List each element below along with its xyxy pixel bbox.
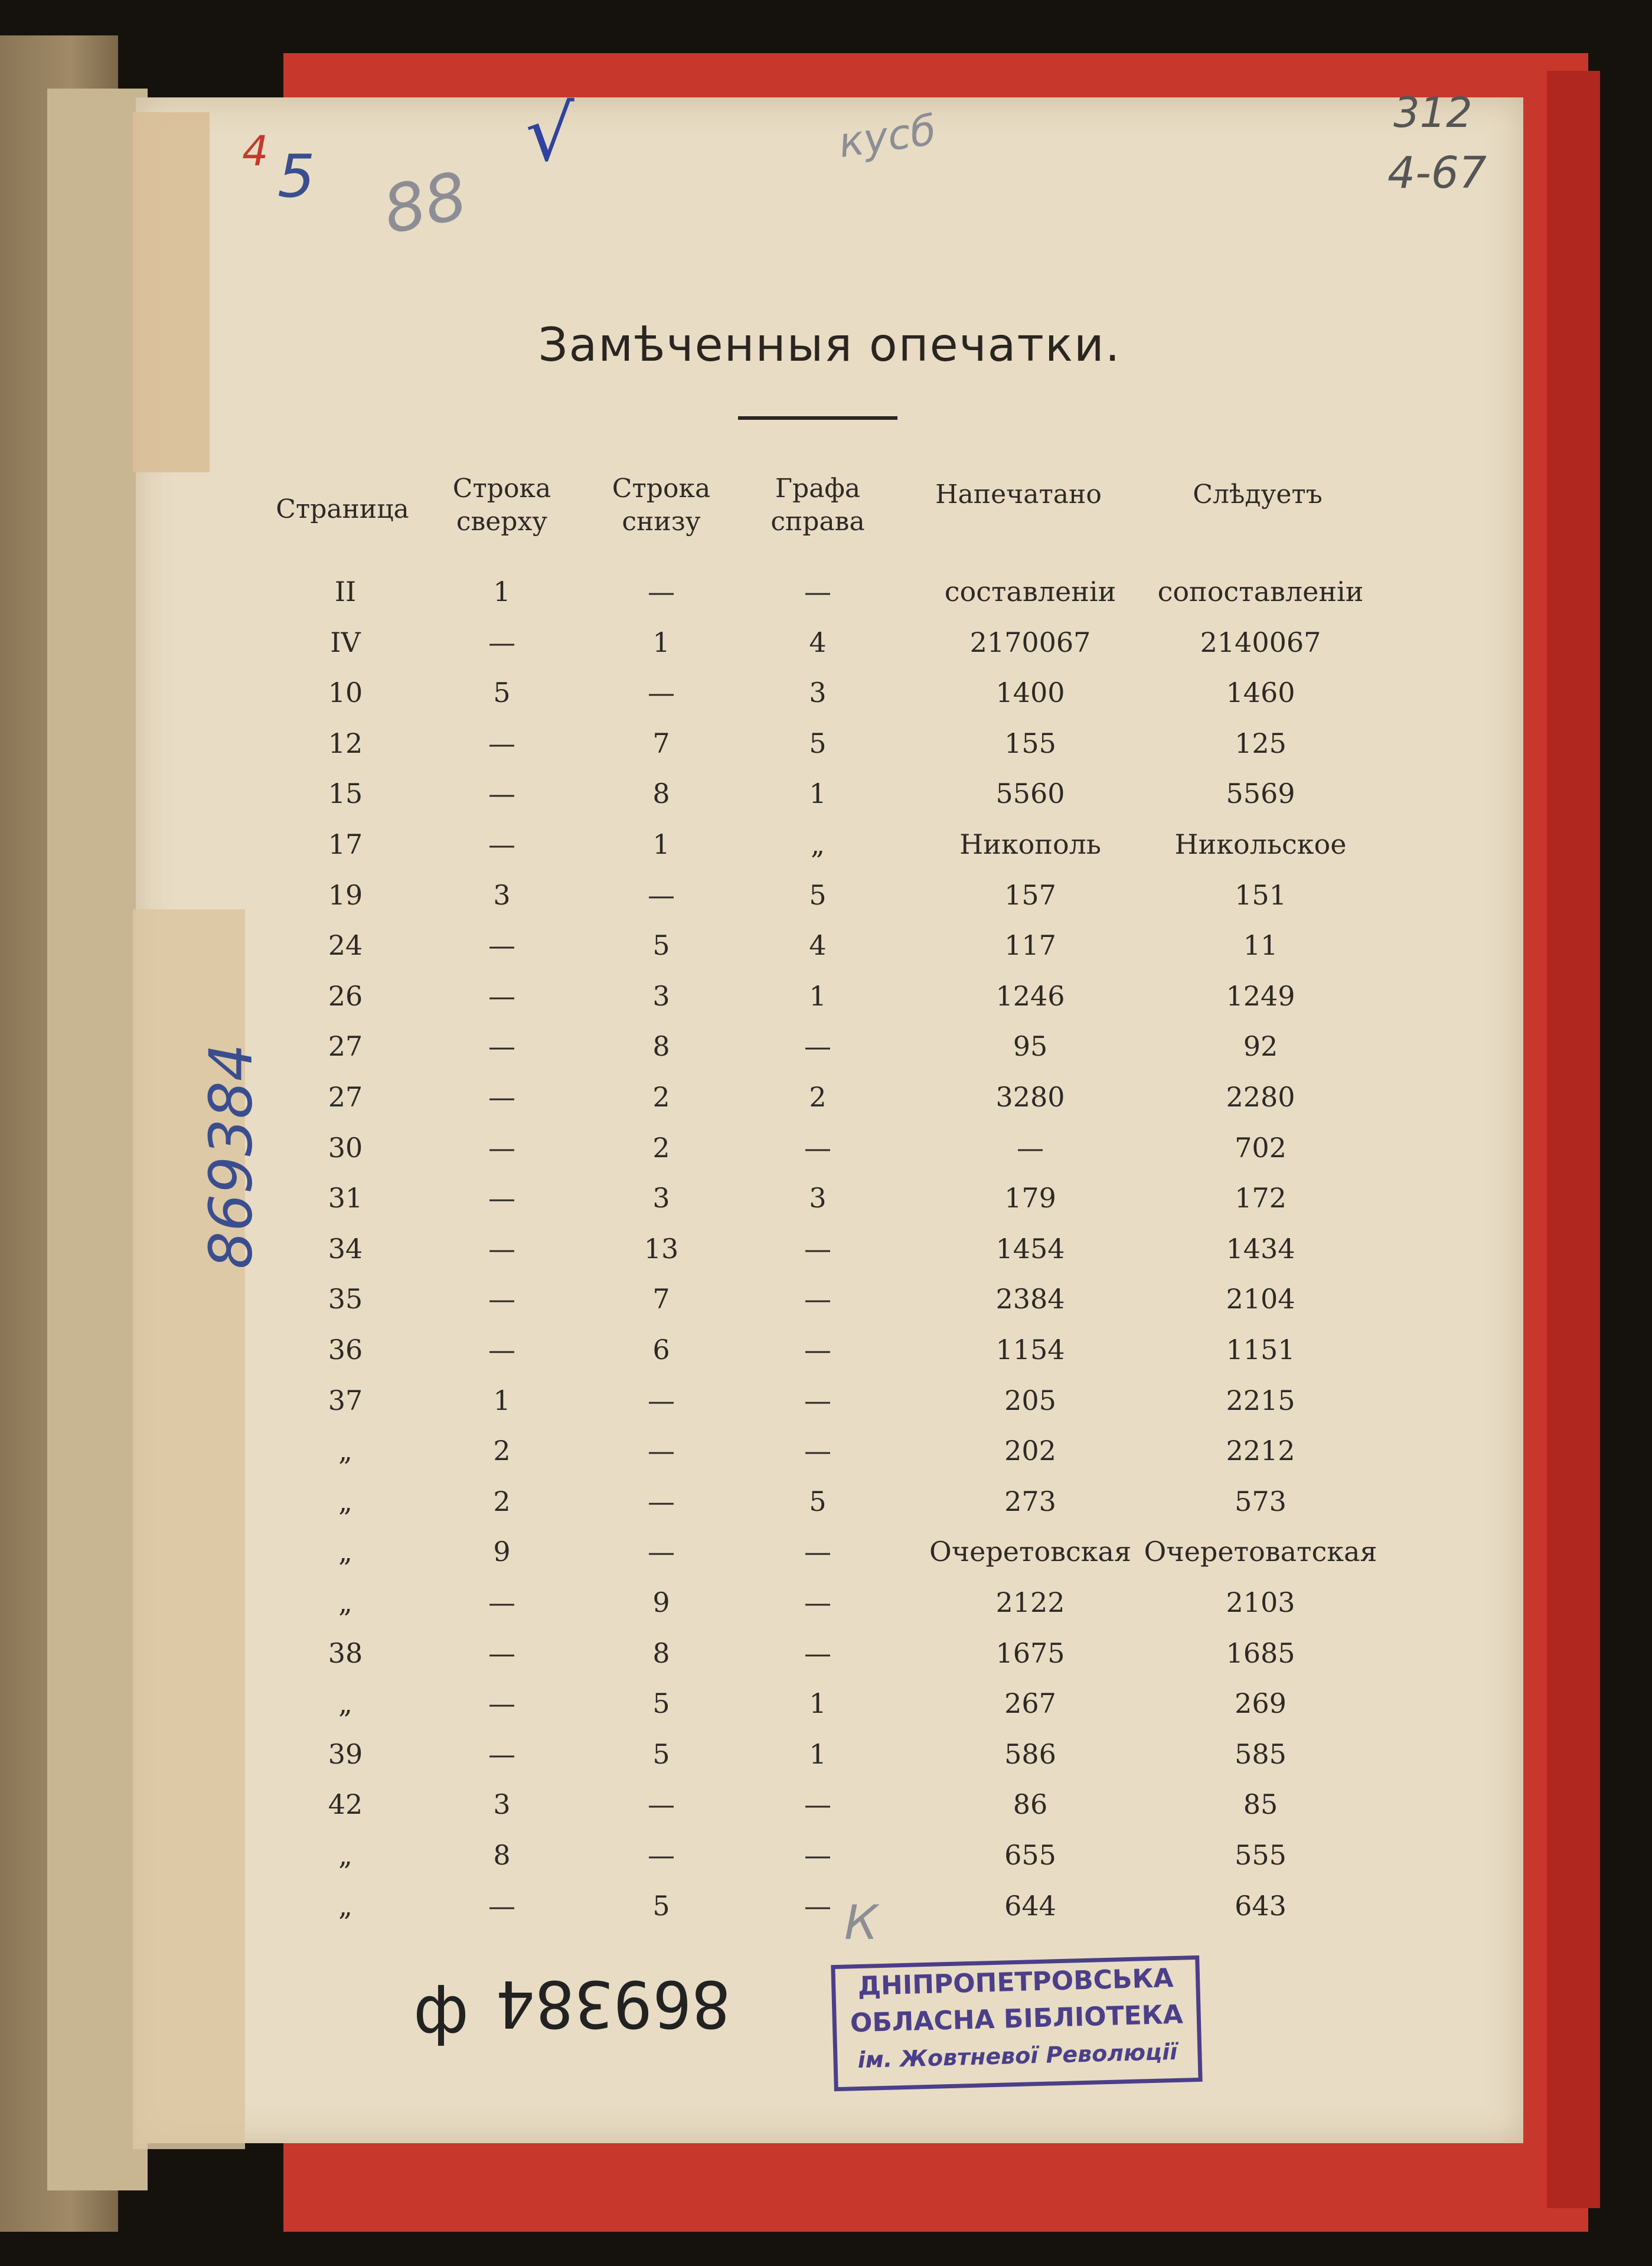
column-header-page: Страница bbox=[276, 494, 409, 524]
cell-page: 37 bbox=[328, 1384, 363, 1416]
cell-column-right: — bbox=[804, 1030, 831, 1063]
title-divider bbox=[738, 416, 897, 420]
inventory-number: 869384 bbox=[496, 1966, 731, 2042]
cell-should-be: 11 bbox=[1243, 929, 1278, 962]
cell-printed: составленіи bbox=[944, 576, 1116, 608]
cell-column-right: 1 bbox=[809, 1738, 827, 1770]
cell-printed: 1454 bbox=[995, 1232, 1065, 1265]
cell-page: 27 bbox=[328, 1030, 363, 1063]
handwritten-margin-number: 869384 bbox=[196, 1043, 266, 1269]
cell-column-right: 1 bbox=[809, 778, 827, 810]
cell-column-right: — bbox=[804, 1384, 831, 1416]
cell-line-bottom: 7 bbox=[652, 727, 670, 759]
cell-line-bottom: — bbox=[648, 1435, 675, 1467]
cell-line-top: — bbox=[488, 1081, 515, 1113]
cell-column-right: 5 bbox=[809, 727, 827, 759]
cell-should-be: сопоставленіи bbox=[1157, 576, 1364, 608]
paper-tape-top bbox=[133, 112, 210, 472]
cell-line-top: 5 bbox=[493, 677, 511, 709]
cell-line-bottom: 8 bbox=[652, 1030, 670, 1063]
handwritten-top-right-2: 4-67 bbox=[1387, 148, 1487, 198]
cell-line-top: — bbox=[488, 1232, 515, 1265]
cell-line-top: 1 bbox=[493, 576, 511, 608]
cell-line-bottom: 2 bbox=[652, 1081, 670, 1113]
cell-should-be: 2104 bbox=[1226, 1283, 1295, 1315]
cell-printed: 1154 bbox=[995, 1334, 1065, 1366]
cell-should-be: 125 bbox=[1235, 727, 1287, 759]
cell-line-top: — bbox=[488, 1637, 515, 1669]
cell-should-be: 1249 bbox=[1226, 979, 1295, 1012]
cell-line-top: — bbox=[488, 778, 515, 810]
cell-printed: 655 bbox=[1004, 1839, 1056, 1871]
cell-printed: 586 bbox=[1004, 1738, 1056, 1770]
cell-column-right: 1 bbox=[809, 979, 827, 1012]
cell-should-be: 1685 bbox=[1226, 1637, 1295, 1669]
cell-column-right: 5 bbox=[809, 1485, 827, 1517]
cell-line-bottom: — bbox=[648, 1788, 675, 1821]
cell-column-right: 1 bbox=[809, 1687, 827, 1720]
cell-should-be: 573 bbox=[1235, 1485, 1287, 1517]
cell-line-top: — bbox=[488, 979, 515, 1012]
cell-printed: 2384 bbox=[995, 1283, 1065, 1315]
cell-column-right: 4 bbox=[809, 929, 827, 962]
cell-line-top: 3 bbox=[493, 1788, 511, 1821]
page-title: Замѣченныя опечатки. bbox=[538, 319, 1121, 372]
handwritten-pencil-number: 88 bbox=[377, 157, 474, 249]
cell-column-right: 4 bbox=[809, 626, 827, 658]
cell-page: „ bbox=[338, 1435, 352, 1467]
cell-printed: — bbox=[1017, 1131, 1044, 1164]
cell-page: 42 bbox=[328, 1788, 363, 1821]
handwritten-blue-number: 5 bbox=[277, 142, 315, 211]
cell-page: II bbox=[334, 576, 357, 608]
cell-line-bottom: 13 bbox=[644, 1232, 679, 1265]
inventory-symbol: ф bbox=[413, 1972, 469, 2048]
cell-page: 30 bbox=[328, 1131, 363, 1164]
cell-line-bottom: 5 bbox=[652, 1738, 670, 1770]
cell-page: „ bbox=[338, 1586, 352, 1618]
cell-printed: 117 bbox=[1004, 929, 1056, 962]
cell-page: 24 bbox=[328, 929, 363, 962]
cell-printed: 644 bbox=[1004, 1889, 1056, 1922]
cell-line-top: — bbox=[488, 929, 515, 962]
cell-should-be: Никольское bbox=[1174, 828, 1347, 860]
cell-column-right: 3 bbox=[809, 677, 827, 709]
cell-printed: 157 bbox=[1004, 879, 1056, 911]
cell-column-right: — bbox=[804, 1232, 831, 1265]
cell-should-be: 92 bbox=[1243, 1030, 1278, 1063]
cell-line-bottom: 8 bbox=[652, 1637, 670, 1669]
handwritten-top-right-1: 312 bbox=[1393, 89, 1473, 137]
cell-line-top: — bbox=[488, 1334, 515, 1366]
cell-line-top: 3 bbox=[493, 879, 511, 911]
column-header-should-be: Слѣдуетъ bbox=[1193, 479, 1323, 510]
cell-line-top: 9 bbox=[493, 1536, 511, 1568]
cell-line-bottom: — bbox=[648, 1485, 675, 1517]
errata-page bbox=[136, 97, 1523, 2143]
cell-page: IV bbox=[330, 626, 361, 658]
cell-printed: 2122 bbox=[995, 1586, 1065, 1618]
cell-line-top: — bbox=[488, 1738, 515, 1770]
cell-should-be: Очеретоватская bbox=[1144, 1536, 1377, 1568]
cell-column-right: — bbox=[804, 1283, 831, 1315]
cell-page: 27 bbox=[328, 1081, 363, 1113]
cell-line-bottom: 1 bbox=[652, 626, 670, 658]
cell-page: „ bbox=[338, 1536, 352, 1568]
cell-printed: 3280 bbox=[995, 1081, 1065, 1113]
handwritten-red-number: 4 bbox=[242, 127, 269, 175]
cell-page: 36 bbox=[328, 1334, 363, 1366]
cell-printed: 273 bbox=[1004, 1485, 1056, 1517]
cell-column-right: 5 bbox=[809, 879, 827, 911]
cell-line-bottom: 1 bbox=[652, 828, 670, 860]
cell-page: „ bbox=[338, 1485, 352, 1517]
book-red-edge bbox=[1547, 71, 1600, 2208]
cell-page: 15 bbox=[328, 778, 363, 810]
stamp-line-2: ОБЛАСНА БІБЛІОТЕКА bbox=[850, 1999, 1184, 2039]
cell-line-bottom: — bbox=[648, 677, 675, 709]
cell-line-top: — bbox=[488, 1030, 515, 1063]
cell-line-top: — bbox=[488, 1131, 515, 1164]
cell-line-bottom: — bbox=[648, 1384, 675, 1416]
cell-should-be: 151 bbox=[1235, 879, 1287, 911]
cell-line-top: 1 bbox=[493, 1384, 511, 1416]
cell-printed: 202 bbox=[1004, 1435, 1056, 1467]
cell-column-right: — bbox=[804, 576, 831, 608]
cell-should-be: 555 bbox=[1235, 1839, 1287, 1871]
cell-page: 26 bbox=[328, 979, 363, 1012]
cell-line-bottom: 2 bbox=[652, 1131, 670, 1164]
cell-printed: 205 bbox=[1004, 1384, 1056, 1416]
cell-line-top: — bbox=[488, 1182, 515, 1214]
cell-should-be: 269 bbox=[1235, 1687, 1287, 1720]
cell-printed: 2170067 bbox=[969, 626, 1091, 658]
column-header-printed: Напечатано bbox=[935, 479, 1102, 510]
stamp-line-3: ім. Жовтневої Революції bbox=[857, 2038, 1178, 2074]
cell-line-top: 2 bbox=[493, 1485, 511, 1517]
column-header-line-bottom: Строка снизу bbox=[612, 474, 711, 537]
cell-line-top: — bbox=[488, 727, 515, 759]
cell-line-bottom: 3 bbox=[652, 979, 670, 1012]
cell-printed: 86 bbox=[1013, 1788, 1048, 1821]
cell-line-bottom: 7 bbox=[652, 1283, 670, 1315]
cell-line-bottom: — bbox=[648, 1536, 675, 1568]
cell-page: 38 bbox=[328, 1637, 363, 1669]
cell-should-be: 1434 bbox=[1226, 1232, 1295, 1265]
cell-printed: 1675 bbox=[995, 1637, 1065, 1669]
cell-line-bottom: 8 bbox=[652, 778, 670, 810]
cell-line-top: 2 bbox=[493, 1435, 511, 1467]
stamp-line-1: ДНІПРОПЕТРОВСЬКА bbox=[857, 1963, 1174, 2002]
cell-line-top: — bbox=[488, 1687, 515, 1720]
cell-column-right: — bbox=[804, 1788, 831, 1821]
handwritten-pencil-note: кусб bbox=[835, 105, 939, 168]
cell-printed: Никополь bbox=[959, 828, 1101, 860]
cell-column-right: — bbox=[804, 1586, 831, 1618]
cell-column-right: — bbox=[804, 1131, 831, 1164]
cell-should-be: 2103 bbox=[1226, 1586, 1295, 1618]
cell-should-be: 2215 bbox=[1226, 1384, 1295, 1416]
cell-page: 34 bbox=[328, 1232, 363, 1265]
cell-page: 12 bbox=[328, 727, 363, 759]
cell-column-right: „ bbox=[811, 828, 825, 860]
cell-printed: 95 bbox=[1013, 1030, 1048, 1063]
cell-should-be: 2140067 bbox=[1200, 626, 1321, 658]
cell-should-be: 172 bbox=[1235, 1182, 1287, 1214]
cell-printed: 1246 bbox=[995, 979, 1065, 1012]
handwritten-pencil-letter: К bbox=[844, 1895, 878, 1950]
cell-should-be: 585 bbox=[1235, 1738, 1287, 1770]
cell-column-right: 3 bbox=[809, 1182, 827, 1214]
cell-column-right: 2 bbox=[809, 1081, 827, 1113]
cell-should-be: 5569 bbox=[1226, 778, 1295, 810]
library-stamp bbox=[831, 1955, 1202, 2091]
cell-column-right: — bbox=[804, 1536, 831, 1568]
cell-page: „ bbox=[338, 1687, 352, 1720]
cell-should-be: 2280 bbox=[1226, 1081, 1295, 1113]
cell-printed: Очеретовская bbox=[929, 1536, 1131, 1568]
cell-should-be: 85 bbox=[1243, 1788, 1278, 1821]
cell-line-top: — bbox=[488, 1283, 515, 1315]
cell-page: 10 bbox=[328, 677, 363, 709]
cell-line-bottom: 3 bbox=[652, 1182, 670, 1214]
cell-printed: 5560 bbox=[995, 778, 1065, 810]
cell-line-bottom: 9 bbox=[652, 1586, 670, 1618]
cell-page: 31 bbox=[328, 1182, 363, 1214]
cell-page: „ bbox=[338, 1889, 352, 1922]
cell-line-bottom: 5 bbox=[652, 929, 670, 962]
cell-page: „ bbox=[338, 1839, 352, 1871]
cell-line-bottom: — bbox=[648, 879, 675, 911]
cell-line-bottom: 6 bbox=[652, 1334, 670, 1366]
cell-should-be: 702 bbox=[1235, 1131, 1287, 1164]
cell-column-right: — bbox=[804, 1637, 831, 1669]
cell-page: 35 bbox=[328, 1283, 363, 1315]
column-header-line-top: Строка сверху bbox=[452, 474, 551, 537]
cell-should-be: 643 bbox=[1235, 1889, 1287, 1922]
cell-column-right: — bbox=[804, 1334, 831, 1366]
cell-page: 39 bbox=[328, 1738, 363, 1770]
cell-printed: 1400 bbox=[995, 677, 1065, 709]
cell-should-be: 2212 bbox=[1226, 1435, 1295, 1467]
cell-line-bottom: 5 bbox=[652, 1889, 670, 1922]
cell-line-top: 8 bbox=[493, 1839, 511, 1871]
cell-line-top: — bbox=[488, 1889, 515, 1922]
cell-line-bottom: 5 bbox=[652, 1687, 670, 1720]
cell-printed: 155 bbox=[1004, 727, 1056, 759]
cell-column-right: — bbox=[804, 1839, 831, 1871]
cell-page: 19 bbox=[328, 879, 363, 911]
cell-printed: 267 bbox=[1004, 1687, 1056, 1720]
cell-line-bottom: — bbox=[648, 1839, 675, 1871]
cell-line-top: — bbox=[488, 828, 515, 860]
cell-line-top: — bbox=[488, 1586, 515, 1618]
column-header-column-right: Графа справа bbox=[771, 474, 865, 537]
cell-line-bottom: — bbox=[648, 576, 675, 608]
cell-line-top: — bbox=[488, 626, 515, 658]
cell-column-right: — bbox=[804, 1889, 831, 1922]
cell-page: 17 bbox=[328, 828, 363, 860]
check-mark-icon: √ bbox=[525, 89, 574, 178]
cell-should-be: 1460 bbox=[1226, 677, 1295, 709]
cell-column-right: — bbox=[804, 1435, 831, 1467]
cell-should-be: 1151 bbox=[1226, 1334, 1295, 1366]
cell-printed: 179 bbox=[1004, 1182, 1056, 1214]
